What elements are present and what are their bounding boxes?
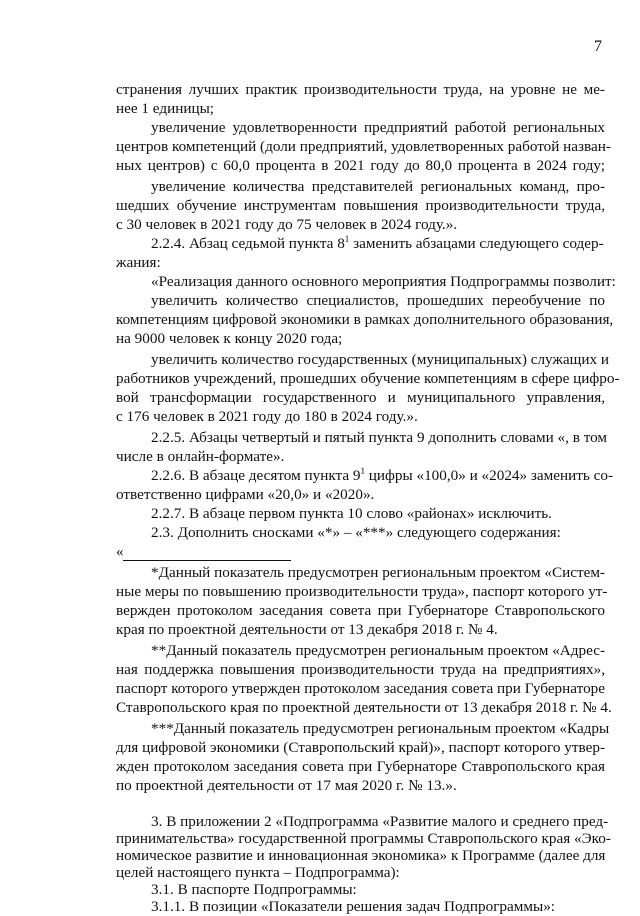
text-line [116, 234, 605, 253]
text-line: нее 1 единицы; [116, 100, 214, 117]
text-line: увеличить количество специалистов, прошедших переобучение по [151, 292, 605, 309]
text-line: с 176 человек в 2021 году до 180 в 2024 году.». [116, 408, 418, 425]
text-line [116, 466, 614, 485]
text-line: паспорт которого утвержден протоколом заседания совета при Губернаторе [116, 680, 605, 697]
text-span: 2.2.6. В абзаце десятом пункта 9 [151, 467, 361, 484]
text-span: заменить абзацами следующего содер- [349, 235, 604, 252]
text-line: 3. В приложении 2 «Подпрограмма «Развитие малого и среднего пред- [151, 813, 609, 830]
text-line: работников учреждений, прошедших обучение компетенциям в сфере цифро- [116, 370, 620, 387]
text-line: числе в онлайн-формате». [116, 448, 285, 465]
text-line: целей настоящего пункта – Подпрограмма): [116, 864, 400, 881]
text-line: центров компетенций (доли предприятий, удовлетворенных работой назван- [116, 138, 611, 155]
text-line: странения лучших практик производительности труда, на уровне не ме- [116, 81, 605, 98]
text-line: ***Данный показатель предусмотрен региональным проектом «Кадры [151, 720, 610, 737]
text-line: *Данный показатель предусмотрен региональным проектом «Систем- [151, 564, 605, 581]
text-line: ных центров) с 60,0 процента в 2021 году до 80,0 процента в 2024 году; [116, 157, 605, 174]
superscript: 1 [344, 234, 350, 244]
page-number: 7 [594, 38, 602, 55]
text-line: вой трансформации государственного и муниципального управления, [116, 389, 605, 406]
text-line: ная поддержка повышения производительности труда на предприятиях», [116, 661, 605, 678]
text-line: жания: [116, 254, 161, 271]
text-line: 3.1.1. В позиции «Показатели решения задач Подпрограммы»: [151, 898, 556, 915]
text-line: увеличить количество государственных (муниципальных) служащих и [151, 351, 610, 368]
text-line: края по проектной деятельности от 13 декабря 2018 г. № 4. [116, 621, 498, 638]
text-line: 2.3. Дополнить сносками «*» – «***» следующего содержания: [151, 524, 561, 541]
text-line: с 30 человек в 2021 году до 75 человек в 2024 году.». [116, 216, 458, 233]
text-line: вержден протоколом заседания совета при Губернаторе Ставропольского [116, 602, 605, 619]
text-line: 3.1. В паспорте Подпрограммы: [151, 881, 357, 898]
text-line: по проектной деятельности от 17 мая 2020 г. № 13.». [116, 777, 457, 794]
text-line: 2.2.5. Абзацы четвертый и пятый пункта 9 дополнить словами «, в том [151, 429, 608, 446]
text-line: «Реализация данного основного мероприятия Подпрограммы позволит: [151, 273, 616, 290]
text-line: для цифровой экономики (Ставропольский край)», паспорт которого утвер- [116, 739, 605, 756]
text-line: номическое развитие и инновационная экономика» к Программе (далее для [116, 847, 606, 864]
quote-mark: « [116, 543, 124, 560]
footnote-separator-line [123, 560, 291, 561]
text-line: компетенциям цифровой экономики в рамках дополнительного образования, [116, 311, 614, 328]
text-line: шедших обучение инструментам повышения производительности труда, [116, 197, 605, 214]
text-span: цифры «100,0» и «2024» заменить со- [364, 467, 614, 484]
text-line: ные меры по повышению производительности труда», паспорт которого ут- [116, 583, 608, 600]
text-line: принимательства» государственной программы Ставропольского края «Эко- [116, 830, 611, 847]
text-line: **Данный показатель предусмотрен региональным проектом «Адрес- [151, 642, 605, 659]
superscript: 1 [360, 466, 365, 476]
text-line: жден протоколом заседания совета при Губернаторе Ставропольского края [116, 758, 605, 775]
text-line: 2.2.7. В абзаце первом пункта 10 слово «районах» исключить. [151, 505, 552, 522]
text-line: увеличение количества представителей региональных команд, про- [151, 178, 605, 195]
text-line: увеличение удовлетворенности предприятий работой региональных [151, 119, 605, 136]
text-line: ответственно цифрами «20,0» и «2020». [116, 486, 375, 503]
text-line: Ставропольского края по проектной деятельности от 13 декабря 2018 г. № 4. [116, 699, 612, 716]
text-span: 2.2.4. Абзац седьмой пункта 8 [151, 235, 345, 252]
text-line: на 9000 человек к концу 2020 года; [116, 330, 343, 347]
